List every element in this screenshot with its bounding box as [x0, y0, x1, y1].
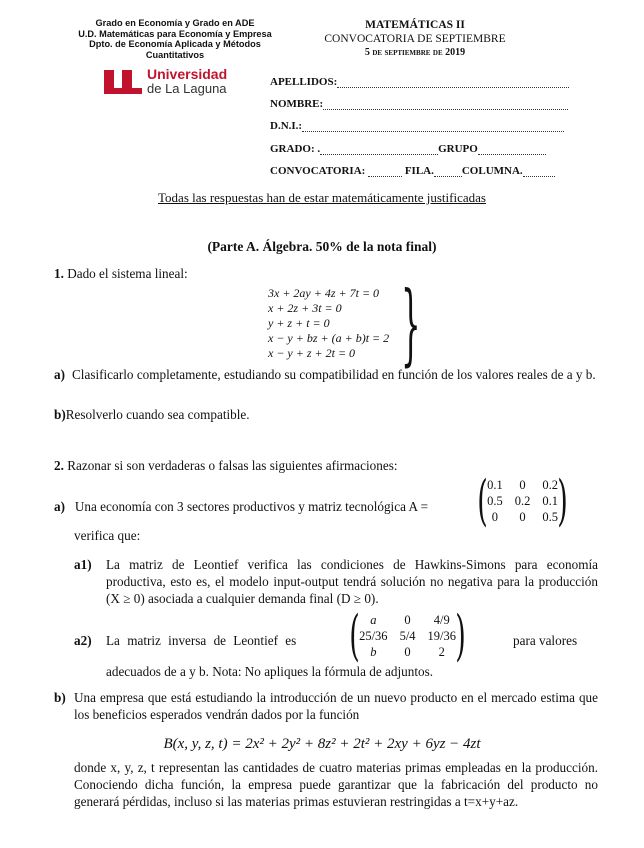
justification-notice: Todas las respuestas han de estar matemáticamente justificadas	[158, 190, 486, 205]
q2-a1-label: a1)	[74, 557, 92, 572]
matrix-cell: b	[370, 644, 377, 659]
field-blank[interactable]	[434, 166, 462, 177]
university-logo-icon	[100, 66, 150, 96]
matrix-cell: 0.2	[542, 477, 558, 492]
q2-a2-label: a2)	[74, 633, 92, 648]
left-paren: (	[477, 469, 488, 532]
system-brace: }	[401, 272, 421, 375]
q2-a-label: a)	[54, 499, 65, 514]
profit-function: B(x, y, z, t) = 2x² + 2y² + 8z² + 2t² + 2xy + 6yz − 4zt	[163, 736, 481, 752]
q2-a2-text: La matriz inversa de Leontief es	[106, 633, 297, 648]
department-header	[60, 18, 290, 60]
q2-b-tail: donde x, y, z, t representan las cantidades de cuatro materias primas empleadas en la producción. Conociendo dicha función, la empresa puede garantizar que la fabricación del producto no generará pérdidas, incluso si las materias primas estuvieran restringidas a t=x+y+az.	[74, 760, 598, 809]
exam-header	[300, 18, 530, 60]
q1-b	[54, 406, 250, 423]
equation: x − y + z + 2t = 0	[268, 346, 356, 360]
matrix-cell: 25/36	[359, 628, 388, 643]
q2-b-label: b)	[54, 690, 66, 705]
field-blank[interactable]	[478, 144, 546, 155]
field-convocatoria[interactable]	[270, 165, 555, 177]
header-line: Dpto. de Economía Aplicada y Métodos	[89, 39, 261, 50]
field-blank[interactable]	[302, 121, 564, 132]
exam-call: CONVOCATORIA DE SEPTIEMBRE	[324, 33, 506, 45]
q1-text: Dado el sistema lineal:	[67, 266, 188, 281]
q1-b-text: Resolverlo cuando sea compatible.	[65, 407, 250, 422]
matrix-cells	[359, 613, 456, 660]
tech-matrix	[472, 469, 573, 532]
q2-a1-text: La matriz de Leontief verifica las condiciones de Hawkins-Simons para economía productiva, esto es, el modelo input-output tendrá solución no negativa para la producción (X ≥ 0) asociada a cualquier demanda final (D ≥ 0).	[106, 557, 598, 606]
q1-a-text: Clasificarlo completamente, estudiando su compatibilidad en función de los valores reales de a y b.	[72, 367, 596, 382]
matrix-cell: 19/36	[427, 628, 457, 643]
matrix-cell: 0.5	[542, 509, 558, 524]
q2-b	[54, 689, 598, 723]
field-label: FILA.	[404, 165, 434, 177]
equation: y + z + t = 0	[268, 316, 330, 330]
matrix-cell: a	[370, 612, 377, 627]
field-blank[interactable]	[320, 144, 438, 155]
q2-a2-after: para valores	[513, 633, 578, 648]
q2-a2-tail: adecuados de a y b. Nota: No apliques la fórmula de adjuntos.	[106, 664, 434, 679]
matrix-cells	[487, 478, 558, 525]
field-label: D.N.I.:	[270, 120, 303, 132]
field-label: NOMBRE:	[270, 98, 324, 110]
matrix-cell: 0	[519, 477, 526, 492]
field-blank[interactable]	[368, 166, 402, 177]
q2-a	[54, 498, 428, 515]
field-apellidos[interactable]	[270, 76, 569, 88]
part-title: (Parte A. Álgebra. 50% de la nota final)	[207, 239, 437, 254]
right-paren: )	[557, 469, 568, 532]
matrix-cell: 0.2	[514, 493, 531, 508]
field-grado[interactable]	[270, 143, 546, 155]
linear-system	[268, 286, 389, 361]
leontief-inverse-matrix	[344, 604, 471, 667]
equation: x + 2z + 3t = 0	[268, 301, 342, 315]
field-label: COLUMNA.	[461, 165, 523, 177]
q1-b-label: b)	[54, 407, 66, 422]
matrix-cell: 0.5	[487, 493, 503, 508]
q1-intro	[54, 265, 188, 282]
header-line: Cuantitativos	[145, 49, 205, 60]
field-blank[interactable]	[323, 99, 568, 110]
matrix-cell: 2	[438, 644, 445, 659]
q2-number: 2.	[54, 458, 64, 473]
matrix-cell: 0	[519, 509, 526, 524]
equation: x − y + bz + (a + b)t = 2	[268, 331, 390, 345]
header-line: Grado en Economía y Grado en ADE	[95, 18, 255, 28]
university-name-2: de La Laguna	[147, 81, 227, 96]
q2-text: Razonar si son verdaderas o falsas las siguientes afirmaciones:	[67, 458, 398, 473]
field-label: GRUPO	[438, 143, 478, 155]
matrix-cell: 4/9	[433, 612, 450, 627]
q1-number: 1.	[54, 266, 64, 281]
field-label: CONVOCATORIA:	[270, 165, 366, 177]
q1-a	[54, 366, 598, 383]
matrix-cell: 0	[404, 644, 411, 659]
field-dni[interactable]	[270, 120, 564, 132]
left-paren: (	[349, 604, 360, 667]
field-nombre[interactable]	[270, 98, 568, 110]
exam-date: 5 de septiembre de 2019	[364, 47, 466, 58]
right-paren: )	[455, 604, 466, 667]
course-title: MATEMÁTICAS II	[365, 19, 465, 31]
equation: 3x + 2ay + 4z + 7t = 0	[268, 286, 380, 300]
q2-intro	[54, 457, 398, 474]
matrix-cell: 0.1	[542, 493, 558, 508]
q2-a-text: Una economía con 3 sectores productivos y matriz tecnológica A =	[74, 499, 429, 514]
field-label: APELLIDOS:	[270, 76, 338, 88]
q2-a-tail: verifica que:	[74, 528, 141, 543]
matrix-cell: 0.1	[487, 477, 503, 492]
matrix-cell: 5/4	[399, 628, 416, 643]
q2-b-text: Una empresa que está estudiando la introducción de un nuevo producto en el mercado estima que los beneficios esperados vendrán dados por la función	[74, 690, 598, 722]
matrix-cell: 0	[491, 509, 499, 524]
header-line: U.D. Matemáticas para Economía y Empresa	[78, 28, 272, 39]
field-label: GRADO: .	[270, 143, 321, 155]
university-name: Universidad	[147, 66, 228, 82]
field-blank[interactable]	[337, 77, 569, 88]
field-blank[interactable]	[523, 166, 555, 177]
matrix-cell: 0	[404, 612, 411, 627]
q1-a-label: a)	[54, 367, 65, 382]
q2-a1	[74, 556, 598, 607]
